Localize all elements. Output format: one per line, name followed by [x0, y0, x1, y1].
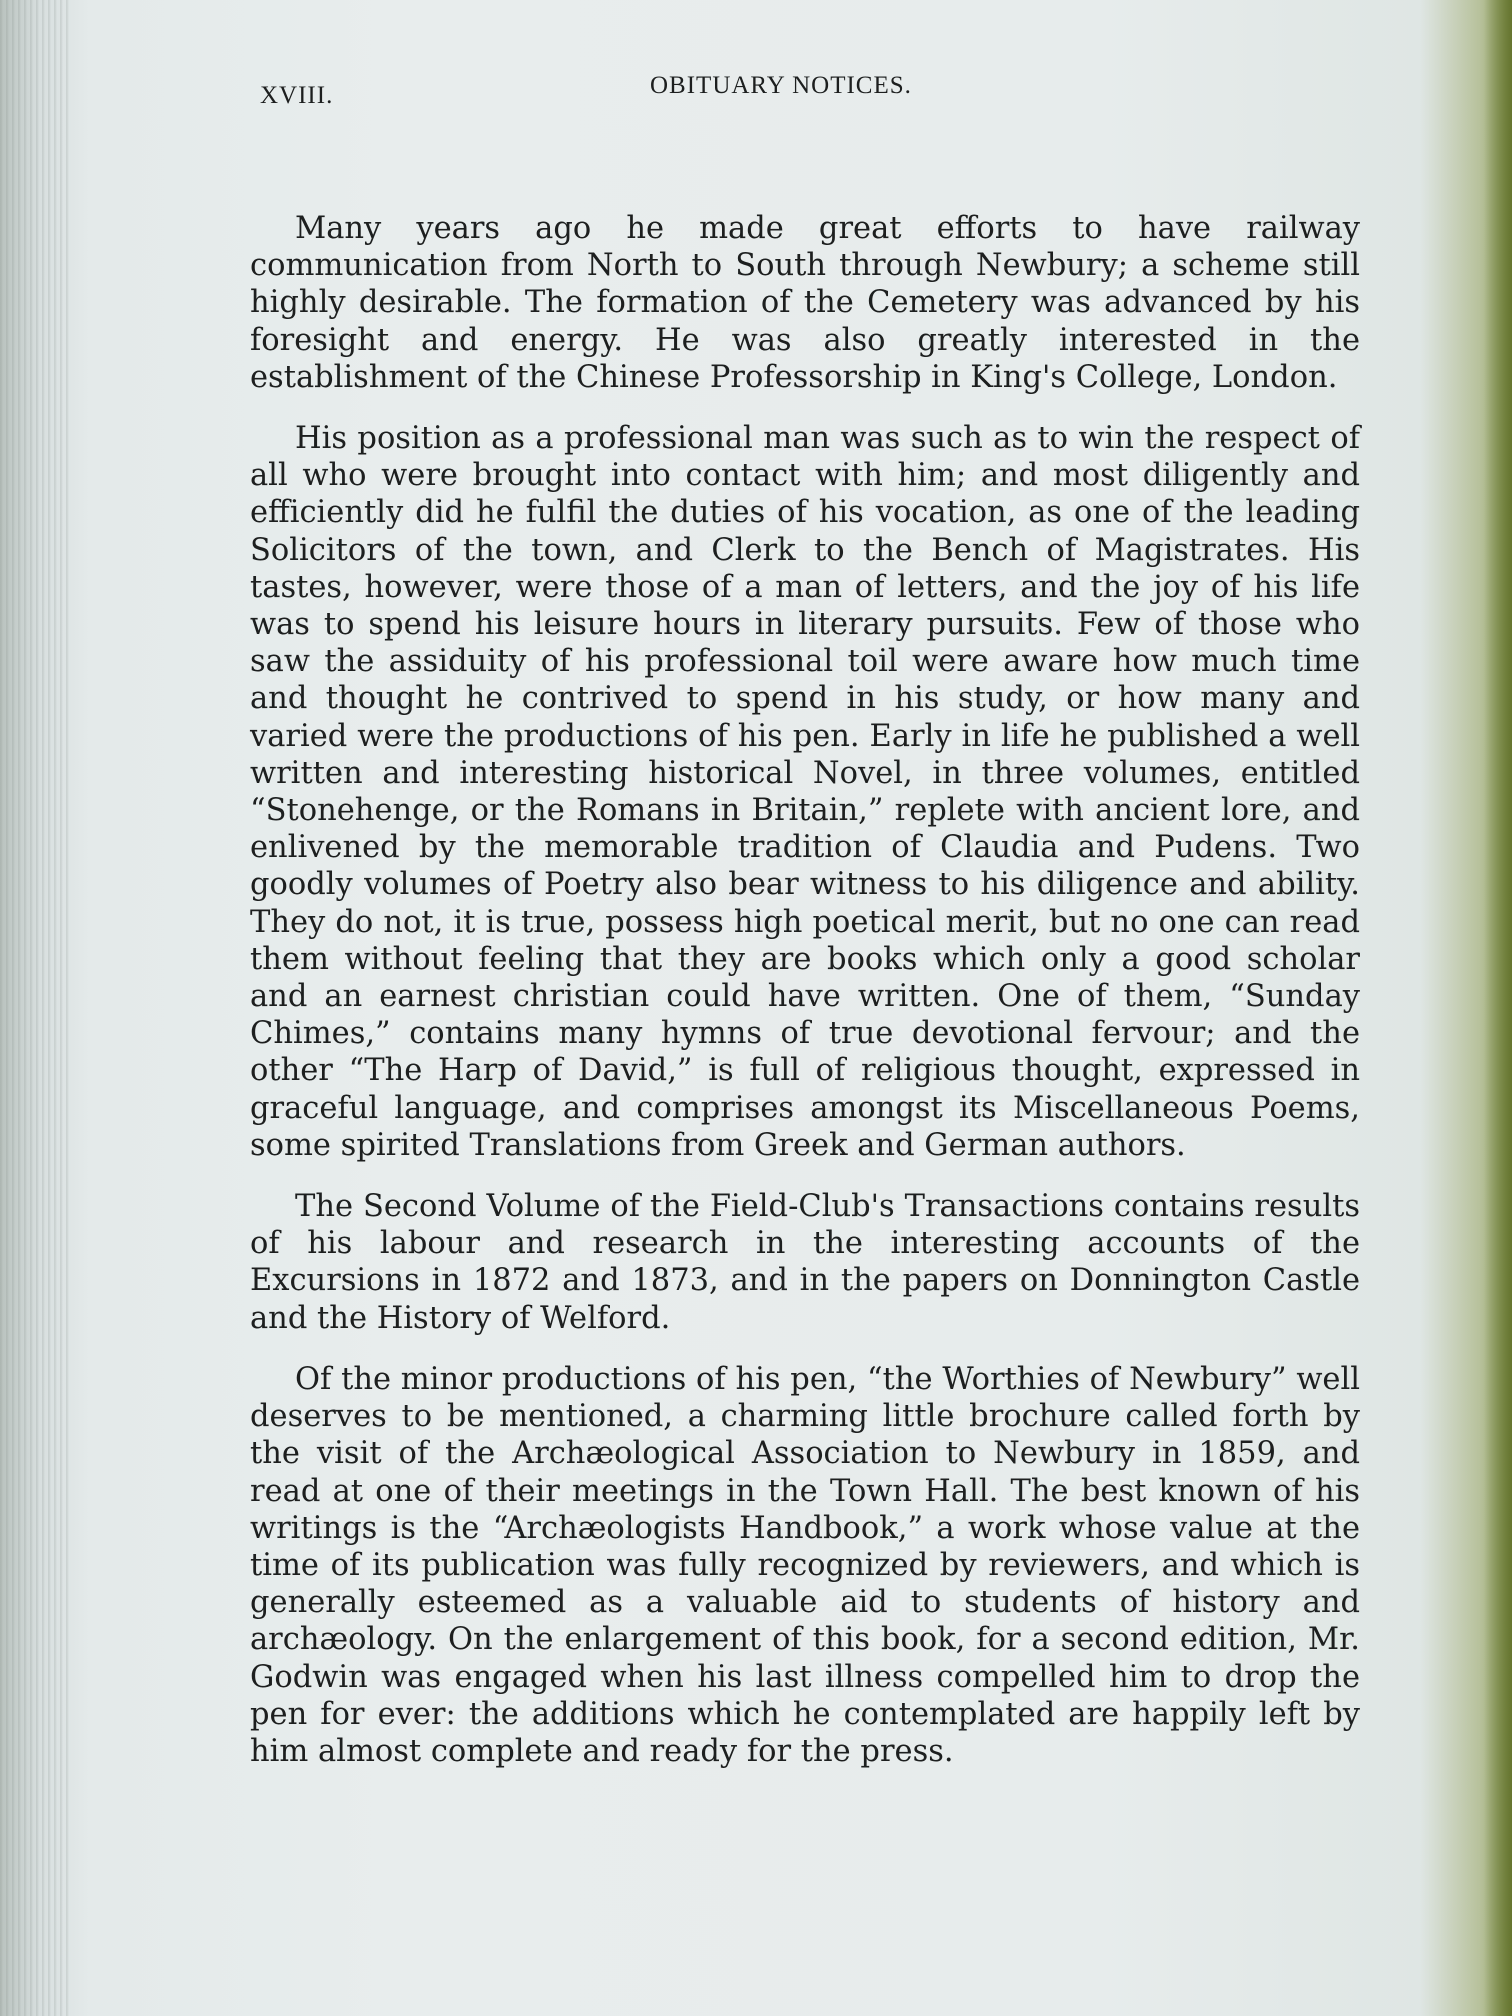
- running-title: OBITUARY NOTICES.: [650, 72, 912, 99]
- paragraph-railway: Many years ago he made great efforts to have railway communication from North to South through Newbury; a scheme still highly desirable. The formation of the Cemetery was advanced by his foresight and energy. He was also greatly interested in the establishment of the Chinese Professorship in King's College, London.: [250, 211, 1360, 395]
- body-text: [250, 210, 1360, 1770]
- book-spine-edge: [1484, 0, 1512, 2016]
- paragraph-field-club: The Second Volume of the Field-Club's Transactions contains results of his labour and research in the interesting accounts of the Excursions in 1872 and 1873, and in the papers on Donnington Castle and the History of Welford.: [250, 1189, 1360, 1336]
- page-number: XVIII.: [260, 82, 334, 109]
- paragraph-professional-life: His position as a professional man was such as to win the respect of all who were brought into contact with him; and most diligently and efficiently did he fulfil the duties of his vocation, as one of the leading Solicitors of the town, and Clerk to the Bench of Magistrates. His tastes, however, were those of a man of letters, and the joy of his life was to spend his leisure hours in literary pursuits. Few of those who saw the assiduity of his professional toil were aware how much time and thought he contrived to spend in his study, or how many and varied were the productions of his pen. Early in life he published a well written and interesting historical Novel, in three volumes, entitled “Stonehenge, or the Romans in Britain,” replete with ancient lore, and enlivened by the memorable tradition of Claudia and Pudens. Two goodly volumes of Poetry also bear witness to his diligence and ability. They do not, it is true, possess high poetical merit, but no one can read them without feeling that they are books which only a good scholar and an earnest christian could have written. One of them, “Sunday Chimes,” contains many hymns of true devotional fervour; and the other “The Harp of David,” is full of religious thought, expressed in graceful language, and comprises amongst its Miscellaneous Poems, some spirited Translations from Greek and German authors.: [250, 421, 1360, 1163]
- book-page: [250, 60, 1360, 1960]
- book-page-edges: [0, 0, 70, 2016]
- running-head: [250, 60, 1360, 120]
- paragraph-minor-productions: Of the minor productions of his pen, “the Worthies of Newbury” well deserves to be mentioned, a charming little brochure called forth by the visit of the Archæological Association to Newbury in 1859, and read at one of their meetings in the Town Hall. The best known of his writings is the “Archæologists Handbook,” a work whose value at the time of its publication was fully recognized by reviewers, and which is generally esteemed as a valuable aid to students of history and archæology. On the enlargement of this book, for a second edition, Mr. Godwin was engaged when his last illness compelled him to drop the pen for ever: the additions which he contemplated are happily left by him almost complete and ready for the press.: [250, 1361, 1360, 1769]
